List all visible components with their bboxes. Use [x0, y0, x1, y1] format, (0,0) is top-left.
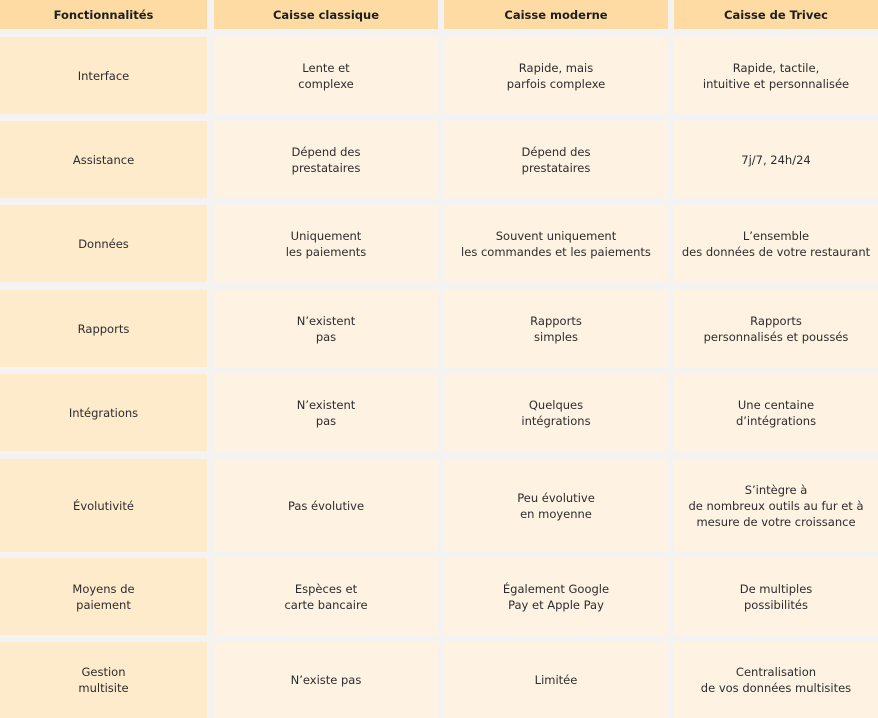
- table-cell: N’existent pas: [214, 290, 438, 367]
- table-cell: S’intègre à de nombreux outils au fur et à mesure de votre croissance: [674, 459, 878, 552]
- table-cell: Rapports personnalisés et poussés: [674, 290, 878, 367]
- table-cell: Rapide, mais parfois complexe: [444, 37, 668, 114]
- table-cell: Une centaine d’intégrations: [674, 374, 878, 451]
- row-label: Moyens de paiement: [0, 558, 207, 635]
- row-label: Assistance: [0, 121, 207, 198]
- table-cell: De multiples possibilités: [674, 558, 878, 635]
- table-cell: Lente et complexe: [214, 37, 438, 114]
- table-cell: Rapide, tactile, intuitive et personnalisée: [674, 37, 878, 114]
- row-label: Évolutivité: [0, 459, 207, 552]
- row-label: Intégrations: [0, 374, 207, 451]
- table-cell: N’existent pas: [214, 374, 438, 451]
- header-cell: Caisse moderne: [444, 0, 668, 29]
- header-cell: Caisse de Trivec: [674, 0, 878, 29]
- row-label: Gestion multisite: [0, 642, 207, 718]
- table-cell: L’ensemble des données de votre restaurant: [674, 205, 878, 282]
- table-cell: 7j/7, 24h/24: [674, 121, 878, 198]
- table-cell: Également Google Pay et Apple Pay: [444, 558, 668, 635]
- header-cell: Fonctionnalités: [0, 0, 207, 29]
- header-cell: Caisse classique: [214, 0, 438, 29]
- table-cell: Espèces et carte bancaire: [214, 558, 438, 635]
- table-cell: Dépend des prestataires: [444, 121, 668, 198]
- row-label: Rapports: [0, 290, 207, 367]
- table-cell: Quelques intégrations: [444, 374, 668, 451]
- table-cell: Peu évolutive en moyenne: [444, 459, 668, 552]
- table-cell: Centralisation de vos données multisites: [674, 642, 878, 718]
- table-cell: Rapports simples: [444, 290, 668, 367]
- table-cell: Dépend des prestataires: [214, 121, 438, 198]
- row-label: Interface: [0, 37, 207, 114]
- table-cell: N’existe pas: [214, 642, 438, 718]
- table-cell: Limitée: [444, 642, 668, 718]
- row-label: Données: [0, 205, 207, 282]
- table-cell: Souvent uniquement les commandes et les paiements: [444, 205, 668, 282]
- table-cell: Uniquement les paiements: [214, 205, 438, 282]
- table-cell: Pas évolutive: [214, 459, 438, 552]
